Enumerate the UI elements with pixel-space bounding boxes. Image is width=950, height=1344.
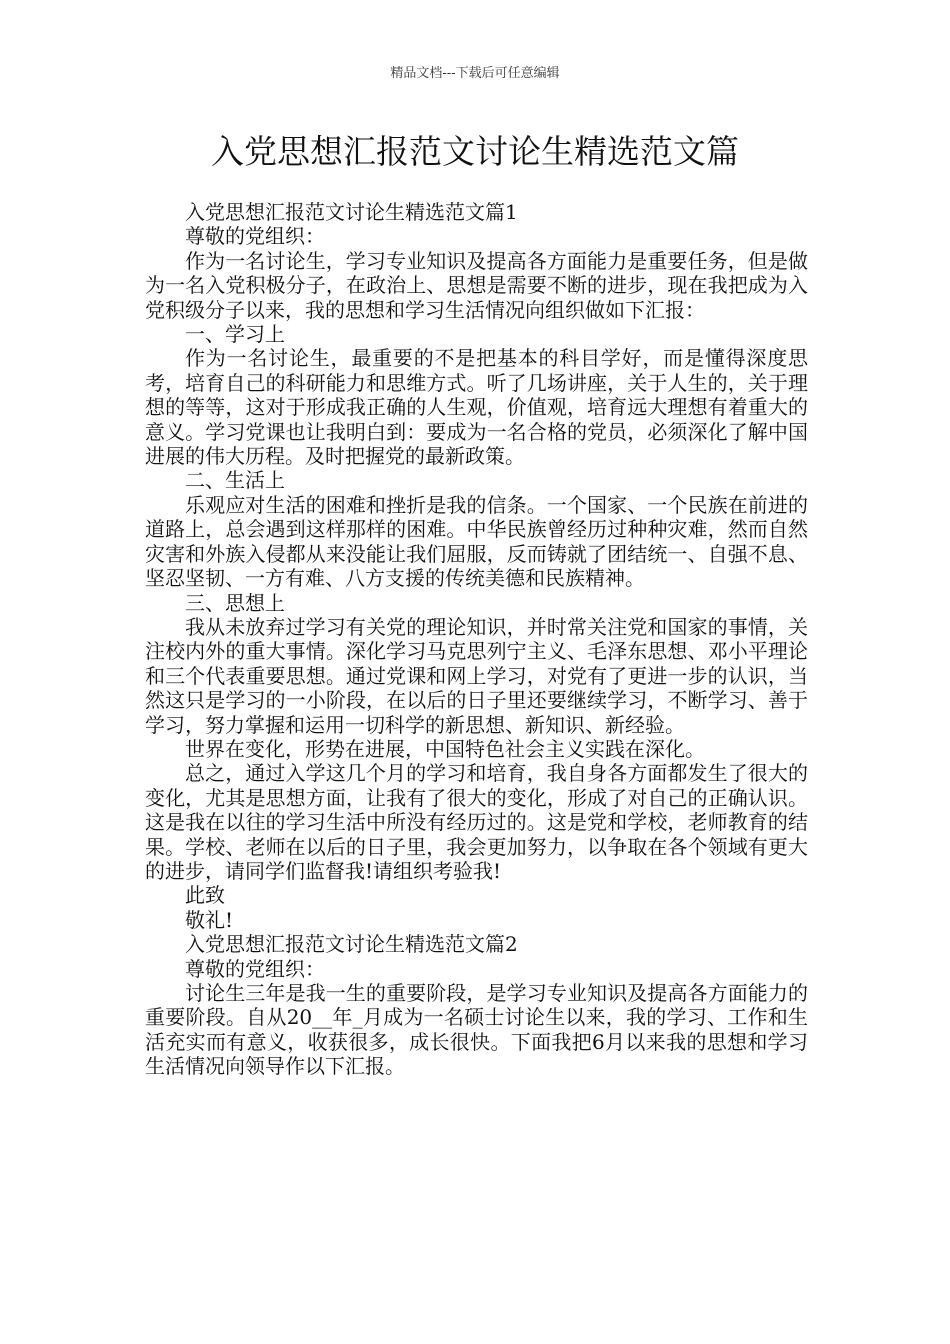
- paragraph-section-heading-1: 入党思想汇报范文讨论生精选范文篇1: [185, 200, 518, 224]
- document-title: 入党思想汇报范文讨论生精选范文篇: [211, 132, 739, 171]
- paragraph-study: 作为一名讨论生，最重要的不是把基本的科目学好，而是懂得深度思考，培育自己的科研能力和思维方式。听了几场讲座，关于人生的，关于理想的等等，这对于形成我正确的人生观，价值观，培育远大理想有着重大的意义。学习党课也让我明白到：要成为一名合格的党员，必须深化了解中国进展的伟大历程。及时把握党的最新政策。: [145, 346, 808, 469]
- paragraph-thought: 我从未放弃过学习有关党的理论知识，并时常关注党和国家的事情，关注校内外的重大事情。深化学习马克思列宁主义、毛泽东思想、邓小平理论和三个代表重要思想。通过党课和网上学习，对党有了更进一步的认识，当然这只是学习的一小阶段，在以后的日子里还要继续学习，不断学习、善于学习，努力掌握和运用一切科学的新思想、新知识、新经验。: [145, 614, 808, 737]
- paragraph-salutation-2: 尊敬的党组织：: [185, 956, 325, 981]
- paragraph-world: 世界在变化，形势在进展，中国特色社会主义实践在深化。: [185, 736, 705, 761]
- paragraph-closing-2: 敬礼!: [185, 907, 234, 932]
- paragraph-heading-study: 一、学习上: [185, 322, 285, 347]
- header-note: 精品文档---下载后可任意编辑: [390, 66, 560, 81]
- paragraph-intro-1: 作为一名讨论生，学习专业知识及提高各方面能力是重要任务，但是做为一名入党积极分子，在政治上、思想是需要不断的进步，现在我把成为入党积级分子以来，我的思想和学习生活情况向组织做如下汇报：: [145, 248, 808, 322]
- document-body: [145, 200, 808, 1079]
- paragraph-heading-life: 二、生活上: [185, 468, 285, 493]
- paragraph-closing-1: 此致: [185, 883, 225, 908]
- paragraph-intro-2: 讨论生三年是我一生的重要阶段，是学习专业知识及提高各方面能力的重要阶段。自从20__年_月成为一名硕士讨论生以来，我的学习、工作和生活充实而有意义，收获很多，成长很快。下面我把6月以来我的思想和学习生活情况向领导作以下汇报。: [145, 981, 808, 1079]
- paragraph-salutation-1: 尊敬的党组织：: [185, 224, 325, 249]
- paragraph-life: 乐观应对生活的困难和挫折是我的信条。一个国家、一个民族在前进的道路上，总会遇到这样那样的困难。中华民族曾经历过种种灾难，然而自然灾害和外族入侵都从来没能让我们屈服，反而铸就了团结统一、自强不息、坚忍坚韧、一方有难、八方支援的传统美德和民族精神。: [145, 492, 808, 591]
- paragraph-summary: 总之，通过入学这几个月的学习和培育，我自身各方面都发生了很大的变化，尤其是思想方面，让我有了很大的变化，形成了对自己的正确认识。这是我在以往的学习生活中所没有经历过的。这是党和学校，老师教育的结果。学校、老师在以后的日子里，我会更加努力，以争取在各个领域有更大的进步，请同学们监督我!请组织考验我!: [145, 761, 808, 883]
- paragraph-section-heading-2: 入党思想汇报范文讨论生精选范文篇2: [185, 932, 518, 957]
- paragraph-heading-thought: 三、思想上: [185, 590, 285, 615]
